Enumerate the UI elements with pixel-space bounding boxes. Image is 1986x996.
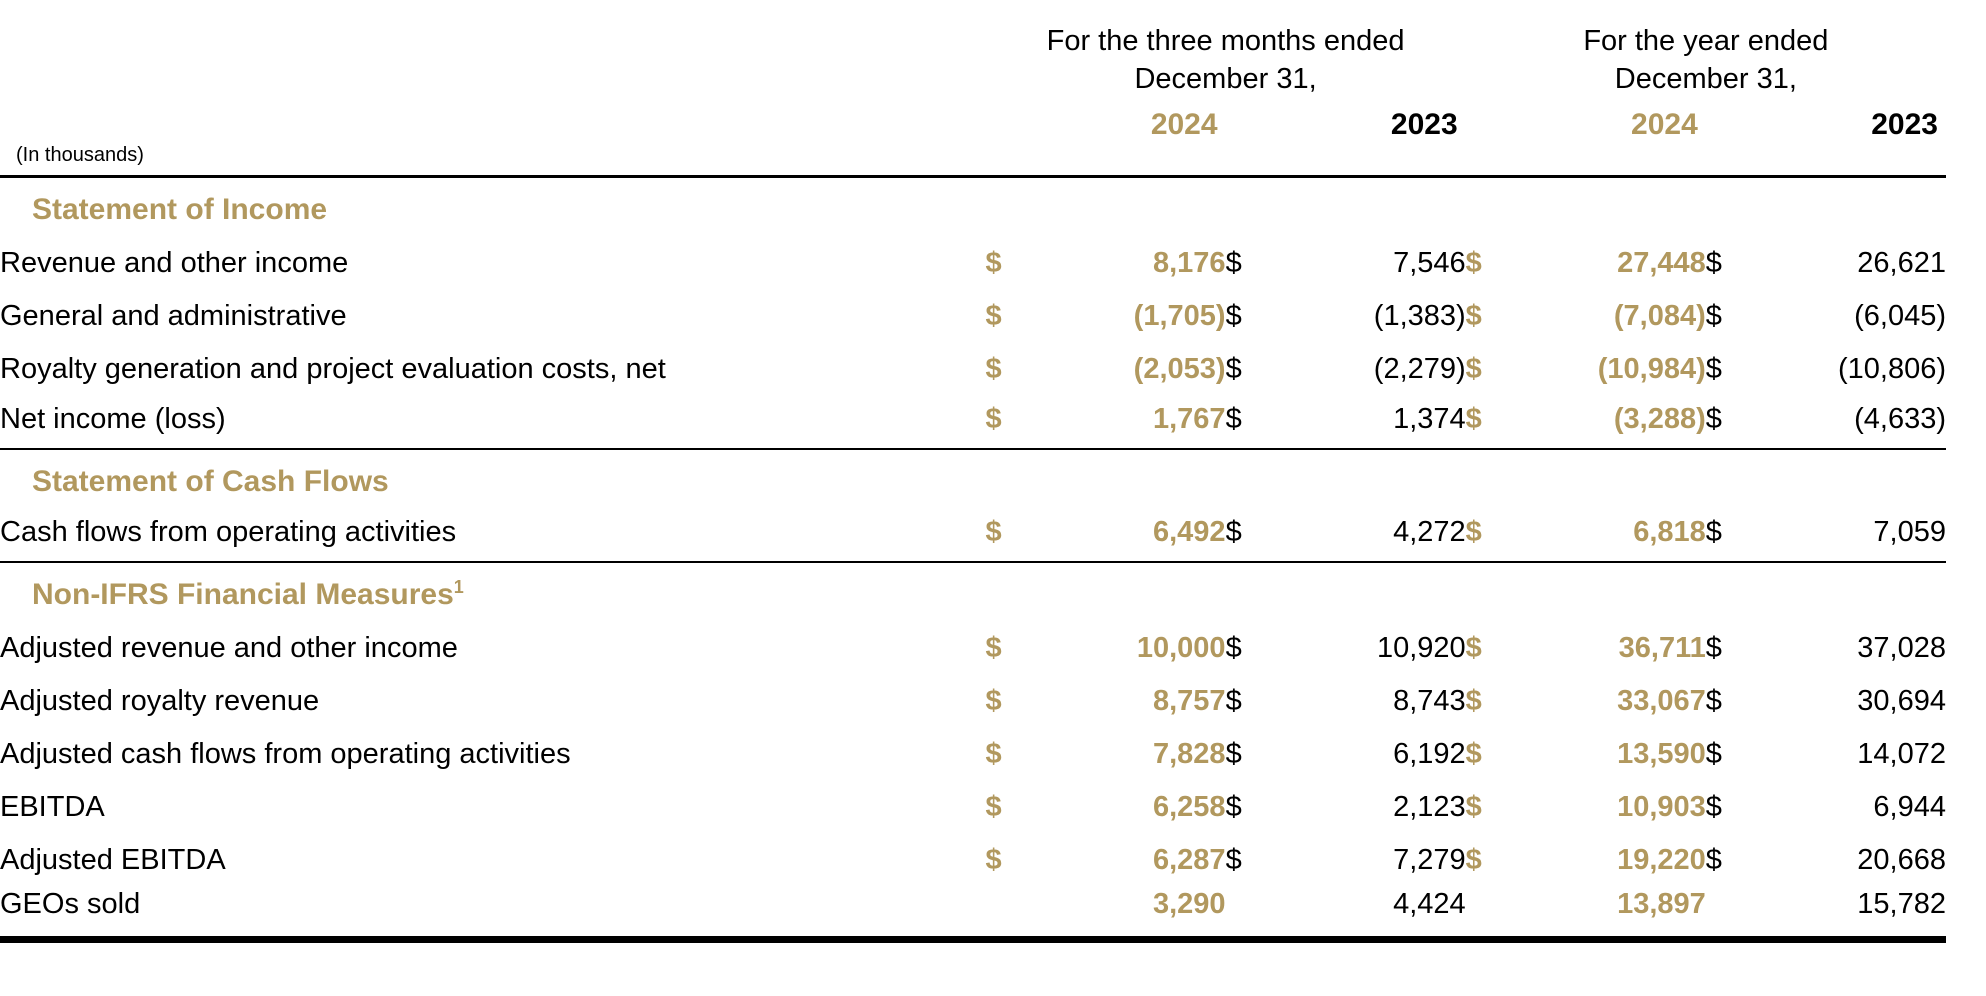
empty-cell (985, 100, 1040, 177)
empty-cell (1226, 100, 1281, 177)
row-label: Revenue and other income (0, 246, 349, 279)
value-q4-2024: 3,290 (1040, 887, 1225, 940)
value-q4-2023: 2,123 (1393, 790, 1466, 823)
value-fy-2024: 13,590 (1617, 737, 1706, 770)
dollar-sign-fy-2024: $ (1465, 843, 1482, 876)
dollar-sign-q4-2023: $ (1225, 843, 1242, 876)
row-label: Net income (loss) (0, 396, 985, 449)
value-q4-2024: 6,492 (1040, 509, 1225, 562)
value-fy-2023: 6,944 (1873, 790, 1946, 823)
value-fy-2023: 7,059 (1761, 509, 1946, 562)
dollar-sign-q4-2023: $ (1226, 509, 1281, 562)
row-label: Adjusted EBITDA (0, 843, 226, 876)
dollar-sign-fy-2023: $ (1706, 396, 1761, 449)
value-q4-2023: 1,374 (1281, 396, 1466, 449)
value-fy-2024: 33,067 (1617, 684, 1706, 717)
dollar-sign-fy-2024: $ (1466, 396, 1521, 449)
value-fy-2024: 19,220 (1617, 843, 1706, 876)
row-label: EBITDA (0, 790, 105, 823)
value-fy-2023: (10,806) (1837, 352, 1946, 385)
table-row (0, 675, 1946, 728)
value-fy-2024: (10,984) (1597, 352, 1706, 385)
dollar-sign-q4-2024: $ (985, 684, 1002, 717)
dollar-sign-fy-2024: $ (1465, 631, 1482, 664)
dollar-sign-q4-2024: $ (985, 246, 1002, 279)
value-q4-2023: 4,272 (1281, 509, 1466, 562)
period-group-line1: For the year ended (1583, 25, 1829, 57)
table-row (0, 509, 1946, 562)
value-fy-2024: 27,448 (1617, 246, 1706, 279)
value-q4-2023: 10,920 (1376, 631, 1466, 664)
row-label: Cash flows from operating activities (0, 509, 985, 562)
dollar-sign-fy-2023: $ (1706, 509, 1761, 562)
empty-cell (1706, 100, 1761, 177)
value-q4-2023: 4,424 (1281, 887, 1466, 940)
table-row (0, 728, 1946, 781)
dollar-sign-fy-2024: $ (1466, 509, 1521, 562)
dollar-sign-q4-2024: $ (985, 843, 1002, 876)
empty-corner-cell (0, 0, 985, 100)
section-title-cell (0, 562, 1946, 622)
dollar-sign-q4-2024: $ (985, 790, 1002, 823)
period-group-year (1466, 0, 1946, 100)
dollar-sign-q4-2024: $ (985, 509, 1040, 562)
period-group-line2: December 31, (1134, 63, 1317, 96)
table-row (0, 396, 1946, 449)
empty-cell (1466, 100, 1521, 177)
year-header-q4-2023: 2023 (1281, 100, 1466, 177)
dollar-sign-fy-2024: $ (1465, 299, 1482, 332)
dollar-sign-q4-2024: $ (985, 737, 1002, 770)
dollar-sign-fy-2023: $ (1705, 631, 1722, 664)
value-fy-2023: (6,045) (1854, 299, 1946, 332)
dollar-sign-fy-2023: $ (1705, 737, 1722, 770)
table-row (0, 622, 1946, 675)
value-q4-2024: 7,828 (1152, 737, 1226, 770)
dollar-sign-fy-2024: $ (1465, 737, 1482, 770)
section-title-text: Statement of Cash Flows (32, 464, 389, 498)
section-title-cell (0, 177, 1946, 237)
dollar-sign-fy-2023 (1706, 887, 1761, 940)
value-fy-2024: 36,711 (1618, 631, 1706, 664)
dollar-sign-fy-2023: $ (1705, 246, 1722, 279)
section-title-row (0, 449, 1946, 509)
dollar-sign-q4-2023: $ (1225, 352, 1242, 385)
dollar-sign-fy-2023: $ (1705, 790, 1722, 823)
value-fy-2024: (3,288) (1521, 396, 1706, 449)
dollar-sign-fy-2024: $ (1465, 246, 1482, 279)
dollar-sign-fy-2023: $ (1705, 299, 1722, 332)
section-title-superscript: 1 (453, 576, 464, 597)
year-header-q4-2024: 2024 (1040, 100, 1225, 177)
dollar-sign-fy-2023: $ (1705, 843, 1722, 876)
value-q4-2023: 7,546 (1393, 246, 1466, 279)
row-label: General and administrative (0, 299, 347, 332)
dollar-sign-fy-2024 (1466, 887, 1521, 940)
value-q4-2024: 1,767 (1040, 396, 1225, 449)
value-fy-2024: 10,903 (1617, 790, 1706, 823)
value-q4-2024: (2,053) (1133, 352, 1226, 385)
period-group-line1: For the three months ended (1046, 25, 1405, 57)
row-label: Adjusted cash flows from operating activities (0, 737, 571, 770)
dollar-sign-q4-2023: $ (1225, 684, 1242, 717)
table-row (0, 781, 1946, 834)
value-fy-2023: 14,072 (1857, 737, 1946, 770)
row-label: GEOs sold (0, 887, 985, 940)
section-title-cell (0, 449, 1946, 509)
value-q4-2023: (1,383) (1373, 299, 1466, 332)
table-row (0, 237, 1946, 290)
dollar-sign-fy-2024: $ (1465, 352, 1482, 385)
row-label: Adjusted revenue and other income (0, 631, 458, 664)
dollar-sign-fy-2024: $ (1465, 790, 1482, 823)
table-row (0, 834, 1946, 887)
dollar-sign-q4-2024: $ (985, 631, 1002, 664)
section-title-text: Statement of Income (32, 192, 328, 226)
value-q4-2023: 8,743 (1393, 684, 1466, 717)
value-fy-2023: 15,782 (1761, 887, 1946, 940)
dollar-sign-q4-2024: $ (985, 299, 1002, 332)
value-q4-2024: 8,757 (1152, 684, 1226, 717)
value-q4-2024: 6,258 (1152, 790, 1226, 823)
value-fy-2023: 37,028 (1857, 631, 1946, 664)
value-q4-2024: 8,176 (1152, 246, 1226, 279)
period-group-three-months (985, 0, 1465, 100)
period-group-line2: December 31, (1614, 63, 1797, 96)
year-header-fy-2023: 2023 (1761, 100, 1946, 177)
row-label: Adjusted royalty revenue (0, 684, 320, 717)
value-fy-2023: 30,694 (1857, 684, 1946, 717)
dollar-sign-q4-2023: $ (1225, 737, 1242, 770)
table-row (0, 343, 1946, 396)
value-q4-2023: 7,279 (1393, 843, 1466, 876)
value-fy-2023: (4,633) (1761, 396, 1946, 449)
value-q4-2023: (2,279) (1373, 352, 1466, 385)
value-q4-2024: 6,287 (1152, 843, 1226, 876)
dollar-sign-q4-2024: $ (985, 396, 1040, 449)
year-header-row (0, 100, 1946, 177)
dollar-sign-fy-2023: $ (1705, 352, 1722, 385)
dollar-sign-q4-2023: $ (1225, 631, 1242, 664)
dollar-sign-q4-2023: $ (1226, 396, 1281, 449)
value-q4-2023: 6,192 (1393, 737, 1466, 770)
dollar-sign-q4-2023: $ (1225, 246, 1242, 279)
value-fy-2024: 6,818 (1521, 509, 1706, 562)
units-label: (In thousands) (0, 100, 985, 177)
table-row (0, 887, 1946, 940)
dollar-sign-fy-2023: $ (1705, 684, 1722, 717)
value-fy-2023: 20,668 (1857, 843, 1946, 876)
value-fy-2024: (7,084) (1613, 299, 1706, 332)
section-title-row (0, 562, 1946, 622)
value-q4-2024: (1,705) (1133, 299, 1226, 332)
section-title-text: Non-IFRS Financial Measures (32, 577, 454, 611)
dollar-sign-q4-2023: $ (1225, 790, 1242, 823)
table-row (0, 290, 1946, 343)
dollar-sign-q4-2024 (985, 887, 1040, 940)
dollar-sign-q4-2023 (1226, 887, 1281, 940)
value-fy-2024: 13,897 (1521, 887, 1706, 940)
row-label: Royalty generation and project evaluation costs, net (0, 352, 666, 385)
value-q4-2024: 10,000 (1136, 631, 1226, 664)
period-group-header-row (0, 0, 1946, 100)
dollar-sign-fy-2024: $ (1465, 684, 1482, 717)
value-fy-2023: 26,621 (1857, 246, 1946, 279)
section-title-row (0, 177, 1946, 237)
year-header-fy-2024: 2024 (1521, 100, 1706, 177)
dollar-sign-q4-2024: $ (985, 352, 1002, 385)
dollar-sign-q4-2023: $ (1225, 299, 1242, 332)
